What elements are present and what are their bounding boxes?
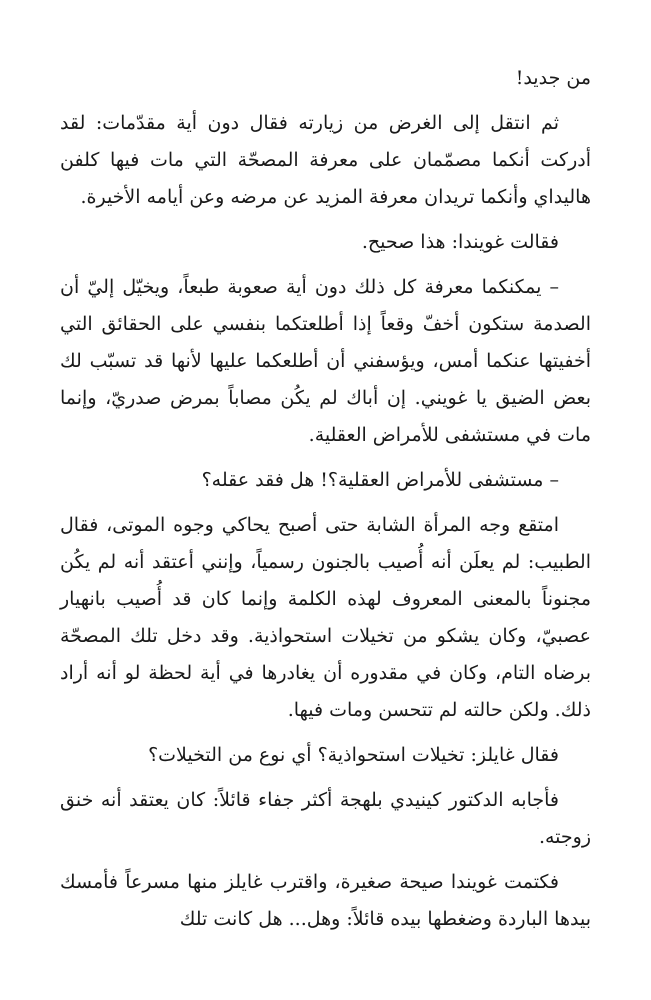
- paragraph-5: – مستشفى للأمراض العقلية؟! هل فقد عقله؟: [201, 469, 559, 491]
- page-text: [60, 60, 591, 938]
- paragraph-6: امتقع وجه المرأة الشابة حتى أصبح يحاكي وجوه الموتى، فقال الطبيب: لم يعلَن أنه أُصيب بالجنون رسمياً، وإنني أعتقد أنه لم يكُن مجنوناً بالمعنى المعروف لهذه الكلمة وإنما كان قد أُصيب بانهيار عصبيّ، وكان يشكو من تخيلات استحواذية. وقد دخل تلك المصحّة برضاه التام، وكان في مقدوره أن يغادرها في أية لحظة لو أنه أراد ذلك. ولكن حالته لم تتحسن ومات فيها.: [60, 514, 591, 721]
- paragraph-2: ثم انتقل إلى الغرض من زيارته فقال دون أية مقدّمات: لقد أدركت أنكما مصمّمان على معرفة المصحّة التي مات فيها كلفن هاليداي وأنكما تريدان معرفة المزيد عن مرضه وعن أيامه الأخيرة.: [60, 112, 591, 208]
- paragraph-4: – يمكنكما معرفة كل ذلك دون أية صعوبة طبعاً، ويخيّل إليّ أن الصدمة ستكون أخفّ وقعاً إذا أطلعتكما بنفسي على الحقائق التي أخفيتها عنكما أمس، ويؤسفني أن أطلعكما عليها لأنها قد تسبّب لك بعض الضيق يا غويني. إن أباك لم يكُن مصاباً بمرض صدريّ، وإنما مات في مستشفى للأمراض العقلية.: [60, 276, 591, 446]
- paragraph-3: فقالت غويندا: هذا صحيح.: [361, 231, 559, 253]
- paragraph-1: من جديد!: [515, 67, 591, 89]
- paragraph-9: فكتمت غويندا صيحة صغيرة، واقترب غايلز منها مسرعاً فأمسك بيدها الباردة وضغطها بيده قائلاً: وهل... هل كانت تلك: [60, 871, 591, 930]
- paragraph-8: فأجابه الدكتور كينيدي بلهجة أكثر جفاء قائلاً: كان يعتقد أنه خنق زوجته.: [60, 789, 591, 848]
- paragraph-7: فقال غايلز: تخيلات استحواذية؟ أي نوع من التخيلات؟: [148, 744, 559, 766]
